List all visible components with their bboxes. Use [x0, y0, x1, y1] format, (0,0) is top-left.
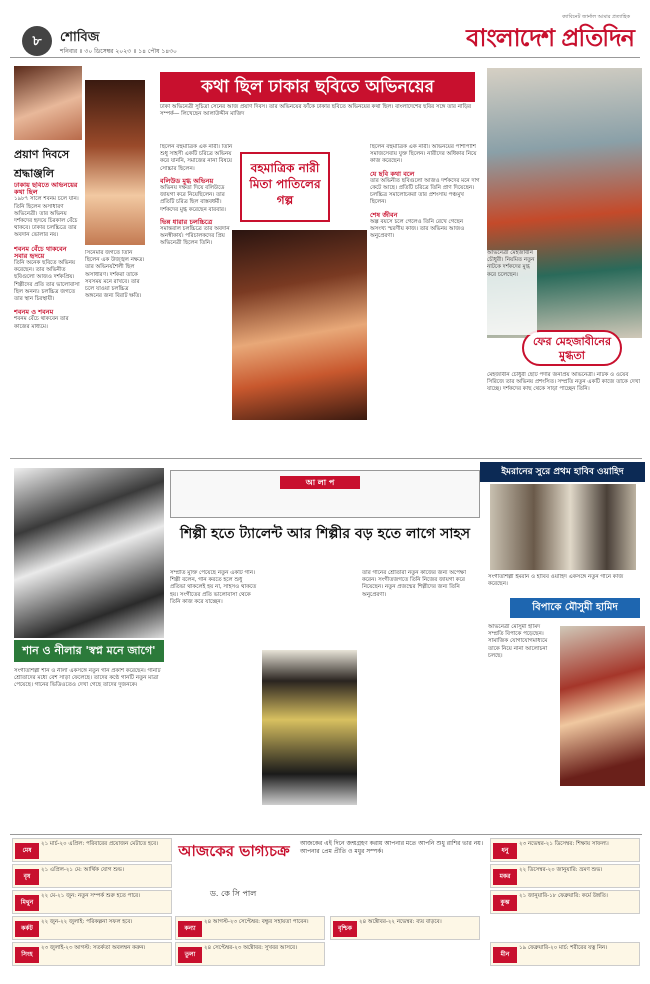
right-feature-headline: ফের মেহজাবীনের মুগ্ধতা	[522, 330, 622, 366]
sign-label: তুলা	[178, 947, 202, 963]
imran-headline: ইমরানের সুরে প্রথম হাবিব ওয়াহিদ	[480, 462, 645, 482]
masthead-logo: বাংলাদেশ প্রতিদিন	[466, 23, 634, 52]
horoscope-title: আজকের ভাগ্যচক্র	[178, 842, 290, 860]
lead-subhead-1: বলিউড মুগ্ধ অভিনয়	[160, 176, 214, 185]
horoscope-sign: মিথুন ২২ মে-২১ জুন: নতুন সম্পর্ক শুরু হতে পারে।	[12, 890, 172, 914]
shilpi-headline: শিল্পী হতে ট্যালেন্ট আর শিল্পীর বড় হতে লাগে সাহস	[179, 526, 471, 542]
sign-label: মিথুন	[15, 895, 39, 911]
sign-label: কর্কট	[15, 921, 39, 937]
lead-subhead-3: যে ছবি কথা বলে	[370, 169, 415, 178]
right-feature-body: মেহজাবীন চৌধুরী ছোট পর্দার জনপ্রিয় অভিনেত্রী। নাটক ও ওয়েব সিরিজে তার অভিনয় প্রশংসিত। সম্প্রতি নতুন একটি কাজে তাকে দেখা যাচ্ছে। দর্শকদের কাছ থেকে সাড়া পাচ্ছেন তিনি।	[487, 372, 640, 393]
moushumi-body: অভিনেত্রী মৌসুমী হামিদ সম্প্রতি বিপাকে পড়েছেন। সামাজিক যোগাযোগমাধ্যমে তাকে নিয়ে নানা আলোচনা চলছে।	[488, 624, 548, 659]
sign-label: মকর	[493, 869, 517, 885]
lead-subhead-4: শেষ জীবন	[370, 210, 398, 219]
tribute-subhead-3: শবনম ও শবনম	[14, 308, 54, 317]
ad-label: আ লা প	[280, 476, 360, 489]
sign-label: মেষ	[15, 843, 39, 859]
shilpi-column-2: তার গানের শ্রোতারা নতুন কাজের জন্য অপেক্ষা করেন। সংগীতজগতে তিনি নিজের জায়গা করে নিয়েছেন। নতুন প্রজন্মের শিল্পীদের জন্য তিনি অনুপ্রেরণা।	[362, 570, 466, 598]
shan-neela-photo	[14, 468, 164, 638]
horoscope-sign: মীন ১৯ ফেব্রুয়ারি-২০ মার্চ: শরীরের যত্ন নিন।	[490, 942, 640, 966]
lead-column-3: ছিলেন বহুমাত্রিক এক নারী। অভিনয়ের পাশাপাশি সমাজসেবায় যুক্ত ছিলেন। নারীদের অধিকার নিয়ে কাজ করেছেন। যে ছবি কথা বলে তার অভিনীত ছবিগুলো আজও দর্শকদের মনে দাগ কেটে আছে। প্রতিটি চরিত্রে তিনি প্রাণ দিয়েছেন। চলচ্চিত্র সমালোচকরা তার প্রশংসায় পঞ্চমুখ ছিলেন। শেষ জীবন অল্প বয়সে চলে গেলেও তিনি রেখে গেছেন অসংখ্য স্মরণীয় কাজ। তার অভিনয় আজও অনুপ্রেরণা।	[370, 144, 480, 240]
moushumi-headline: বিপাকে মৌসুমী হামিদ	[510, 598, 640, 618]
horoscope-sign: তুলা ২৪ সেপ্টেম্বর-২৩ অক্টোবর: সুখবর আসবে।	[175, 942, 325, 966]
horoscope-intro: আজকের এই দিনে জন্মগ্রহণ করায় আপনার মতে আপনি শুধু রাশির ভার নয়। আপনার প্রেম প্রীতি ও মধুর সম্পর্ক।	[300, 840, 483, 855]
shan-neela-body: সংগীতশিল্পী শান ও নীলা একসঙ্গে নতুন গান প্রকাশ করেছেন। গানটি শ্রোতাদের মধ্যে বেশ সাড়া ফেলেছে। তাদের কণ্ঠে গানটি নতুন মাত্রা পেয়েছে। গানের ভিডিওতেও দেখা গেছে তাদের দুজনকে।	[14, 668, 161, 689]
shilpi-column-1: সম্প্রতি মুক্তি পেয়েছে নতুন একটি গান। শিল্পী বলেন, গান করতে হলে শুধু প্রতিভা থাকলেই হয় না, সাহসও থাকতে হয়। সংগীতের প্রতি ভালোবাসা থেকে তিনি কাজ করে যাচ্ছেন।	[170, 570, 257, 605]
horoscope-sign: ধনু ২৩ নভেম্বর-২১ ডিসেম্বর: শিক্ষায় সাফল্য।	[490, 838, 640, 862]
horoscope-sign: বৃশ্চিক ২৪ অক্টোবর-২২ নভেম্বর: ব্যয় বাড়বে।	[330, 916, 480, 940]
section-name: শোবিজ	[60, 30, 100, 45]
sign-label: বৃষ	[15, 869, 39, 885]
lead-subhead-2: ভিন্ন ধারার চলচ্চিত্রে	[160, 217, 213, 226]
singer-photo	[262, 650, 357, 805]
imran-habib-photo	[490, 484, 636, 570]
tribute-photo-2	[85, 80, 145, 245]
horoscope-sign: মকর ২২ ডিসেম্বর-২০ জানুয়ারি: ভ্রমণ শুভ।	[490, 864, 640, 888]
sign-label: কন্যা	[178, 921, 202, 937]
moushumi-photo	[560, 626, 645, 786]
dateline: শনিবার ॥ ৩০ ডিসেম্বর ২০২৩ ॥ ১৪ পৌষ ১৪৩০	[60, 48, 177, 55]
lead-standfirst: ঢাকা অভিনেত্রী সুচিত্রা সেনের আজ প্রয়াণ দিবস। তার অভিনয়ের ফাঁকে ঢাকার ছবিতে অভিনয়ের কথা ছিল। বাংলাদেশের ছবির সঙ্গে তার নাড়ির সম্পর্ক— লিখেছেন আলাউদ্দীন মাজিদ	[160, 104, 472, 117]
horoscope-sign: কন্যা ২৪ আগস্ট-২৩ সেপ্টেম্বর: বন্ধুর সহায়তা পাবেন।	[175, 916, 325, 940]
lead-pullquote: বহমাত্রিক নারী মিতা পাতিলের গল্প	[240, 152, 330, 222]
lead-headline: কথা ছিল ঢাকার ছবিতে অভিনয়ের	[160, 72, 475, 102]
tagline: ক্যাবিনেট জার্নাল আমার প্রত্যাহিক	[562, 14, 630, 20]
imran-body: সংগীতশিল্পী ইমরান ও হাবিব ওয়াহিদ একসঙ্গে নতুন গানে কাজ করেছেন।	[488, 574, 624, 588]
horoscope-sign: কর্কট ২২ জুন-২২ জুলাই: পরিকল্পনা সফল হবে।	[12, 916, 172, 940]
right-feature-caption: অভিনেত্রী মেহজাবীন চৌধুরী। নিয়মিত নতুন নাটকে দর্শকদের মুগ্ধ করে চলেছেন।	[487, 250, 537, 335]
sign-label: বৃশ্চিক	[333, 921, 357, 937]
horoscope-sign: বৃষ ২১ এপ্রিল-২১ মে: আর্থিক যোগ শুভ।	[12, 864, 172, 888]
sign-label: সিংহ	[15, 947, 39, 963]
tribute-column-2: সিনেমার জগতে তিনি ছিলেন এক উজ্জ্বল নক্ষত্র। তার অভিনয়শৈলী ছিল অসাধারণ। দর্শকরা তাকে সবসময় মনে রাখবে। তার চলে যাওয়া চলচ্চিত্র অঙ্গনের জন্য বিরাট ক্ষতি।	[85, 250, 145, 300]
horoscope-sign: মেষ ২১ মার্চ-২০ এপ্রিল: পরিবারের প্রয়োজন মেটাতে হবে।	[12, 838, 172, 862]
shan-neela-headline: শান ও নীলার 'স্বপ্ন মনে জাগে'	[14, 640, 164, 662]
horoscope-author: ড. কে সি পাল	[210, 889, 257, 898]
tribute-column: ঢাকায় ছবিতে অভিনয়ের কথা ছিল ১৯৮৭ সালে শবনম চলে যান। তিনি ছিলেন অসাধারণ অভিনেত্রী। তার অভিনয় দর্শকদের হৃদয়ে চিরকাল বেঁচে থাকবে। ঢাকার চলচ্চিত্রে তার অবদান ভোলার নয়। শবনম বেঁচে থাকবেন সবার হৃদয়ে তিনি অনেক ছবিতে অভিনয় করেছেন। তার অভিনীত ছবিগুলো আজও দর্শকপ্রিয়। শিল্পীদের প্রতি তার ভালোবাসা ছিল অনন্য। চলচ্চিত্র জগতে তার স্থান চিরস্থায়ী। শবনম ও শবনম শবনম বেঁচে থাকবেন তার কাজের মাধ্যমে।	[14, 182, 82, 450]
divider	[10, 458, 642, 459]
tribute-title: প্রয়াণ দিবসে শ্রদ্ধাঞ্জলি	[14, 148, 70, 180]
sign-label: মীন	[493, 947, 517, 963]
divider	[10, 834, 642, 835]
sign-label: কুম্ভ	[493, 895, 517, 911]
sign-label: ধনু	[493, 843, 517, 859]
lead-column-1: ছিলেন বহুমাত্রিক এক নারী। তিনি শুধু সাহসী একটি চরিত্রে অভিনয় করে যাননি, সমাজের নানা বিষয়ে সোচ্চার ছিলেন। বলিউড মুগ্ধ অভিনয় অভিনয় দক্ষতা দিয়ে বলিউডে জায়গা করে নিয়েছিলেন। তার প্রতিটি চরিত্র ছিল বাস্তবধর্মী। দর্শকদের মুগ্ধ করেছেন বারবার। ভিন্ন ধারার চলচ্চিত্রে সমান্তরাল চলচ্চিত্রে তার অবদান অনস্বীকার্য। পরিচালকদের প্রিয় অভিনেত্রী ছিলেন তিনি।	[160, 144, 236, 449]
lead-center-photo	[232, 230, 367, 420]
horoscope-sign: সিংহ ২৩ জুলাই-২৩ আগস্ট: সতর্কতা অবলম্বন করুন।	[12, 942, 172, 966]
tribute-subhead-1: ঢাকায় ছবিতে অভিনয়ের কথা ছিল	[14, 182, 78, 197]
tribute-portrait	[14, 66, 82, 140]
page-number: ৮	[22, 26, 52, 56]
tribute-subhead-2: শবনম বেঁচে থাকবেন সবার হৃদয়ে	[14, 244, 67, 260]
horoscope-sign: কুম্ভ ২১ জানুয়ারি-১৮ ফেব্রুয়ারি: কর্মে উন্নতি।	[490, 890, 640, 914]
page-header	[10, 10, 640, 58]
